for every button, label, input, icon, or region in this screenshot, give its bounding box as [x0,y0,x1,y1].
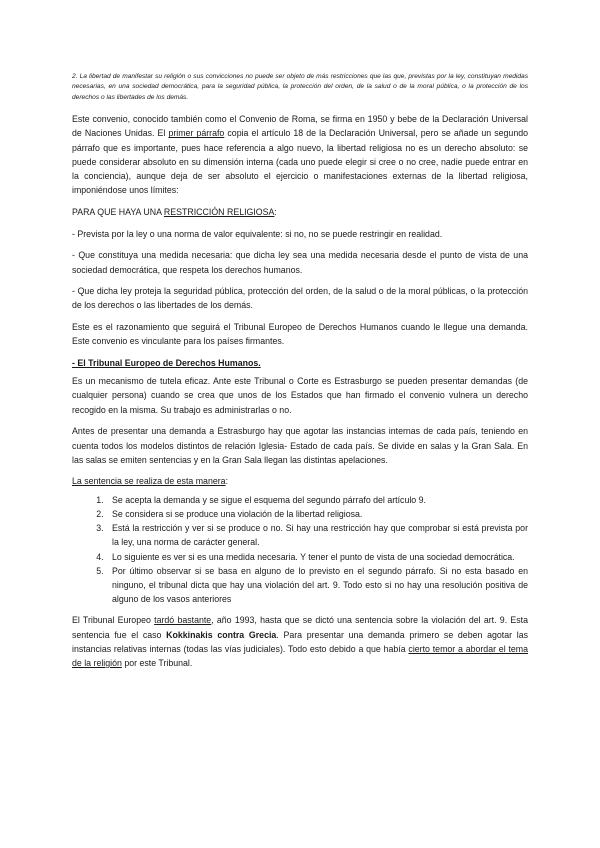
paragraph-antes: Antes de presentar una demanda a Estrasburgo hay que agotar las instancias internas de cada país, teniendo en cuenta todos los modelos distintos de relación Iglesia- Estado de cada país. Se divide en salas y la Gran Sala. En las salas se emiten sentencias y en la Gran Sala llegan las distintas apelaciones. [72,426,528,465]
restriction-heading [72,205,528,219]
paragraph-mecanismo: Es un mecanismo de tutela eficaz. Ante este Tribunal o Corte es Estrasburgo se pueden presentar demandas (de cualquier persona) cuando se crea que unos de los Estados que han firmado el convenio vulnera un derecho recogido en la misma. Su trabajo es administrarlas o no. [72,376,528,415]
underlined-text: tardó bastante [154,615,212,626]
text-span: El Tribunal Europeo [72,615,155,626]
paragraph-convenio [72,112,528,197]
bold-text: Kokkinakis contra Grecia [166,629,277,640]
list-item: 5. Por último observar si se basa en alguno de lo previsto en el segundo párrafo. Si no esta basado en ninguno, el tribunal dicta que hay una violación del art. 9. Todo esto si no hay una resolución positiva de alguno de los vasos anteriores [106,564,528,607]
list-item: 2. Se considera si se produce una violación de la libertad religiosa. [106,507,528,521]
sentencia-heading [72,474,528,488]
paragraph-final [72,613,528,670]
text-span: . Para presentar una demanda primero se deben agotar las instancias relativas internas (todas las vías judiciales). Todo esto debido a que había [72,629,528,654]
text-span: : [274,206,277,217]
section-heading-tribunal: - El Tribunal Europeo de Derechos Humanos. [72,358,261,369]
text-span: PARA QUE HAYA UNA [72,206,164,217]
text-span: copia el artículo 18 de la Declaración Universal, pero se añade un segundo párrafo que es importante, pues hace referencia a algo nuevo, la libertad religiosa no es un derecho absoluto: se puede considerar absoluto en su dimensión interna (cada uno puede elegir si cree o no cree, nadie puede entrar en la conciencia), aunque deja de ser absoluto el ejercicio o manifestaciones externas de la libertad religiosa, imponiéndose unos límites: [72,128,528,196]
underlined-text: primer párrafo [168,128,225,139]
list-item: 1. Se acepta la demanda y se sigue el esquema del segundo párrafo del artículo 9. [106,493,528,507]
requirement-1: - Prevista por la ley o una norma de valor equivalente: si no, no se puede restringir en realidad. [72,228,443,239]
paragraph-razonamiento: Este es el razonamiento que seguirá el Tribunal Europeo de Derechos Humanos cuando le llegue una demanda. Este convenio es vinculante para los países firmantes. [72,322,528,347]
article-quote: 2. La libertad de manifestar su religión o sus convicciones no puede ser objeto de más restricciones que las que, previstas por la ley, constituyan medidas necesarias, en una sociedad democrática, para la seguridad pública, la protección del orden, de la salud o de la moral pública, o la protección de los derechos o las libertades de los demás. [72,73,528,101]
underlined-text: La sentencia se realiza de esta manera [72,476,226,487]
text-span: por este Tribunal. [121,657,193,668]
sentencia-steps-list [72,493,528,607]
list-item: 4. Lo siguiente es ver si es una medida necesaria. Y tener el punto de vista de una sociedad democrática. [106,550,528,564]
list-item: 3. Está la restricción y ver si se produce o no. Si hay una restricción hay que comprobar si está prevista por la ley, una norma de carácter general. [106,521,528,549]
text-span: : [225,476,229,487]
underlined-text: RESTRICCIÓN RELIGIOSA [163,206,275,217]
text-span: Este convenio, conocido también como el Convenio de Roma, se firma en 1950 y bebe de la Declaración Universal de Naciones Unidas. El [72,114,528,139]
requirement-3: - Que dicha ley proteja la seguridad pública, protección del orden, de la salud o de la moral públicas, o la protección de los derechos o las libertades de los demás. [72,286,528,311]
text-span: , año 1993, hasta que se dictó una sentencia sobre la violación del art. 9. Esta sentencia fue el caso [72,615,528,640]
underlined-text: cierto temor a abordar el tema de la religión [72,643,529,668]
requirement-2: - Que constituya una medida necesaria: que dicha ley sea una medida necesaria desde el punto de vista de una sociedad democrática, que respeta los derechos humanos. [72,250,528,275]
